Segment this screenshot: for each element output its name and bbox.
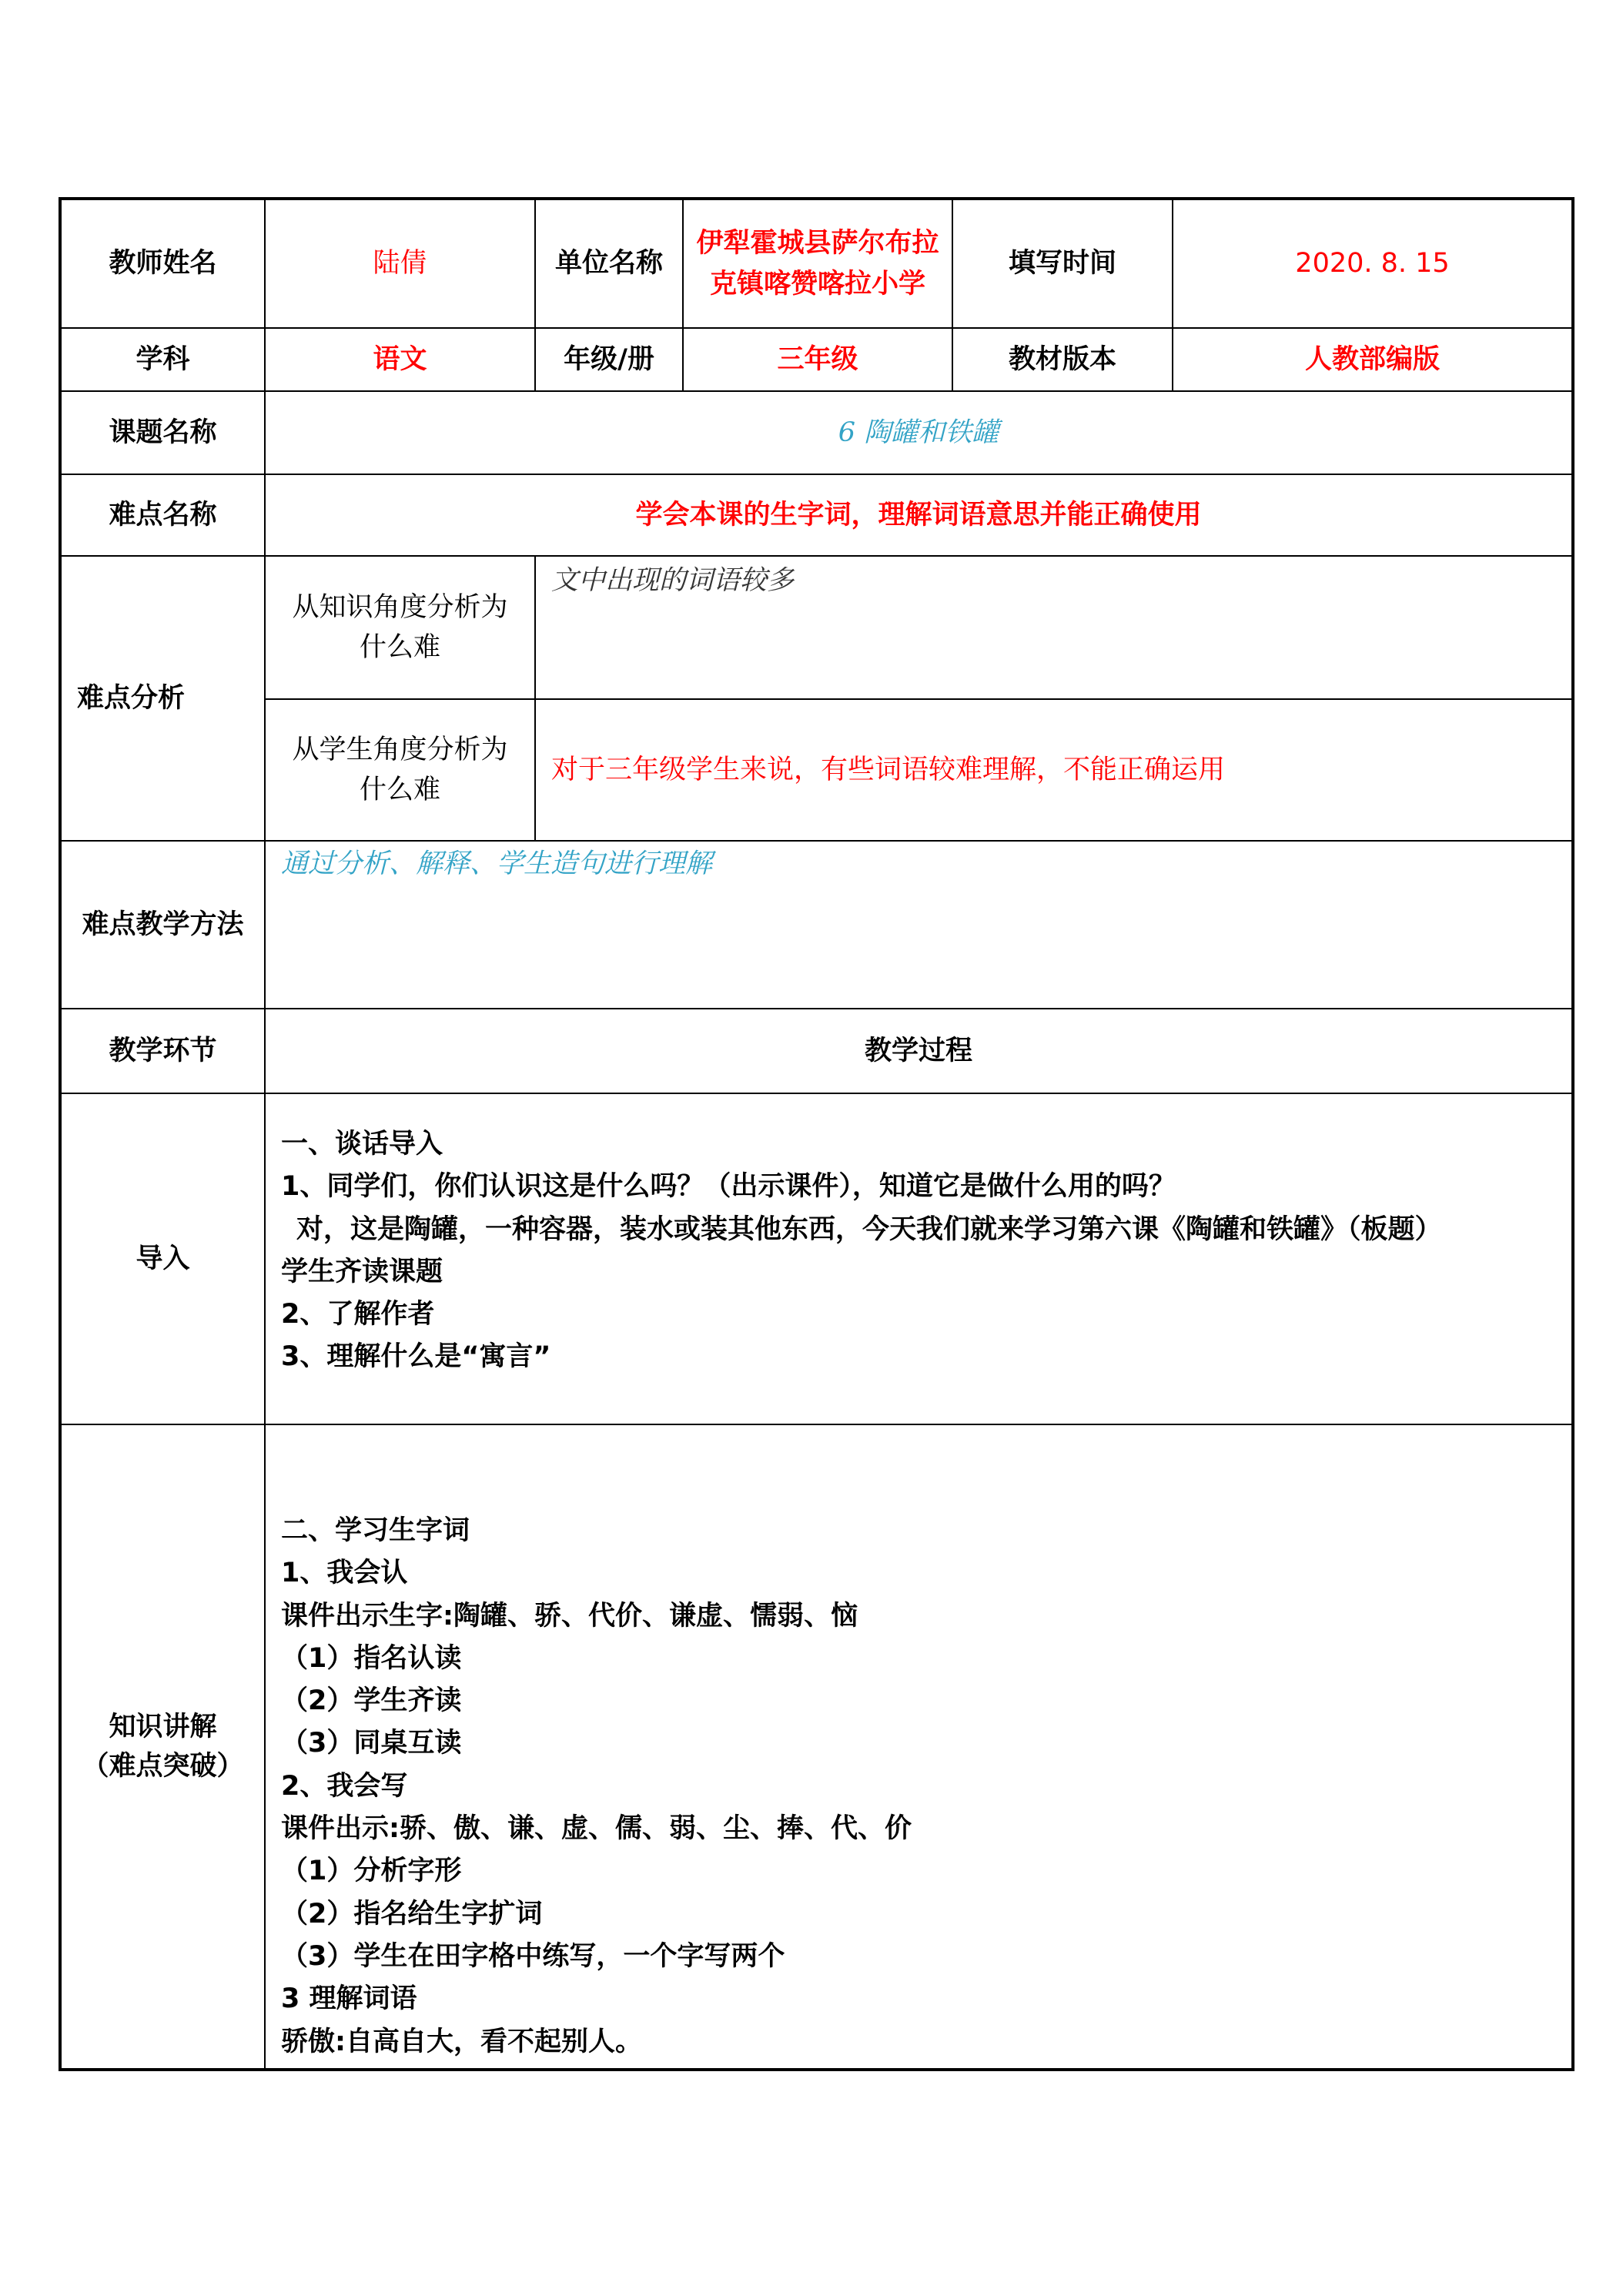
knowledge-line: （3）学生在田字格中练写，一个字写两个 — [281, 1940, 785, 1972]
intro-line: 一、谈话导入 — [281, 1129, 443, 1160]
knowledge-line: 3 理解词语 — [281, 1983, 417, 2015]
analysis-row-knowledge — [60, 556, 1573, 699]
topic-label: 课题名称 — [60, 391, 265, 474]
date-value: 2020. 8. 15 — [1173, 199, 1573, 328]
knowledge-line: （1）分析字形 — [281, 1856, 462, 1887]
header-row-2 — [60, 328, 1573, 391]
unit-name-value: 伊犁霍城县萨尔布拉克镇喀赞喀拉小学 — [683, 199, 952, 328]
method-label: 难点教学方法 — [60, 841, 265, 1009]
knowledge-row — [60, 1424, 1573, 2070]
date-label: 填写时间 — [952, 199, 1173, 328]
edition-label: 教材版本 — [952, 328, 1173, 391]
knowledge-label-line2: （难点突破） — [82, 1750, 244, 1782]
knowledge-line: （2）学生齐读 — [281, 1685, 462, 1717]
unit-name-label: 单位名称 — [535, 199, 683, 328]
knowledge-line: 二、学习生字词 — [281, 1515, 470, 1546]
method-value: 通过分析、解释、学生造句进行理解 — [265, 841, 1573, 1009]
knowledge-line: 课件出示生字:陶罐、骄、代价、谦虚、懦弱、恼 — [281, 1600, 858, 1632]
intro-line: 2、了解作者 — [281, 1299, 435, 1330]
knowledge-line: 2、我会写 — [281, 1770, 408, 1802]
process-header-label: 教学过程 — [265, 1009, 1573, 1093]
knowledge-label-line1: 知识讲解 — [109, 1711, 217, 1742]
topic-row — [60, 391, 1573, 474]
edition-value: 人教部编版 — [1173, 328, 1573, 391]
grade-label: 年级/册 — [535, 328, 683, 391]
intro-row — [60, 1093, 1573, 1424]
intro-line: 3、理解什么是“寓言” — [281, 1341, 551, 1373]
knowledge-analysis-label: 从知识角度分析为什么难 — [265, 556, 535, 699]
knowledge-line: （2）指名给生字扩词 — [281, 1898, 543, 1930]
difficulty-row — [60, 474, 1573, 556]
teacher-name-label: 教师姓名 — [60, 199, 265, 328]
difficulty-value: 学会本课的生字词，理解词语意思并能正确使用 — [265, 474, 1573, 556]
process-header-row — [60, 1009, 1573, 1093]
intro-line: 学生齐读课题 — [281, 1256, 443, 1287]
intro-content — [265, 1093, 1573, 1424]
method-row — [60, 841, 1573, 1009]
intro-line: 1、同学们，你们认识这是什么吗？（出示课件），知道它是做什么用的吗？ — [281, 1171, 1176, 1203]
header-row-1 — [60, 199, 1573, 328]
grade-value: 三年级 — [683, 328, 952, 391]
knowledge-line: （3）同桌互读 — [281, 1728, 462, 1759]
knowledge-content — [265, 1424, 1573, 2070]
knowledge-label — [60, 1424, 265, 2070]
student-analysis-label: 从学生角度分析为什么难 — [265, 699, 535, 841]
topic-value: 6 陶罐和铁罐 — [265, 391, 1573, 474]
knowledge-line: 骄傲:自高自大，看不起别人。 — [281, 2026, 642, 2057]
subject-value: 语文 — [265, 328, 535, 391]
knowledge-line: 课件出示:骄、傲、谦、虚、儒、弱、尘、捧、代、价 — [281, 1813, 912, 1845]
knowledge-line: 1、我会认 — [281, 1558, 408, 1589]
intro-label: 导入 — [60, 1093, 265, 1424]
lesson-plan-table — [59, 197, 1574, 2071]
knowledge-line: （1）指名认读 — [281, 1642, 462, 1674]
analysis-row-student — [60, 699, 1573, 841]
difficulty-label: 难点名称 — [60, 474, 265, 556]
analysis-label: 难点分析 — [60, 556, 265, 841]
stage-header-label: 教学环节 — [60, 1009, 265, 1093]
knowledge-analysis-value: 文中出现的词语较多 — [535, 556, 1573, 699]
student-analysis-value: 对于三年级学生来说，有些词语较难理解，不能正确运用 — [535, 699, 1573, 841]
intro-line: 对，这是陶罐，一种容器，装水或装其他东西，今天我们就来学习第六课《陶罐和铁罐》（板题） — [296, 1213, 1442, 1245]
subject-label: 学科 — [60, 328, 265, 391]
teacher-name-value: 陆倩 — [265, 199, 535, 328]
